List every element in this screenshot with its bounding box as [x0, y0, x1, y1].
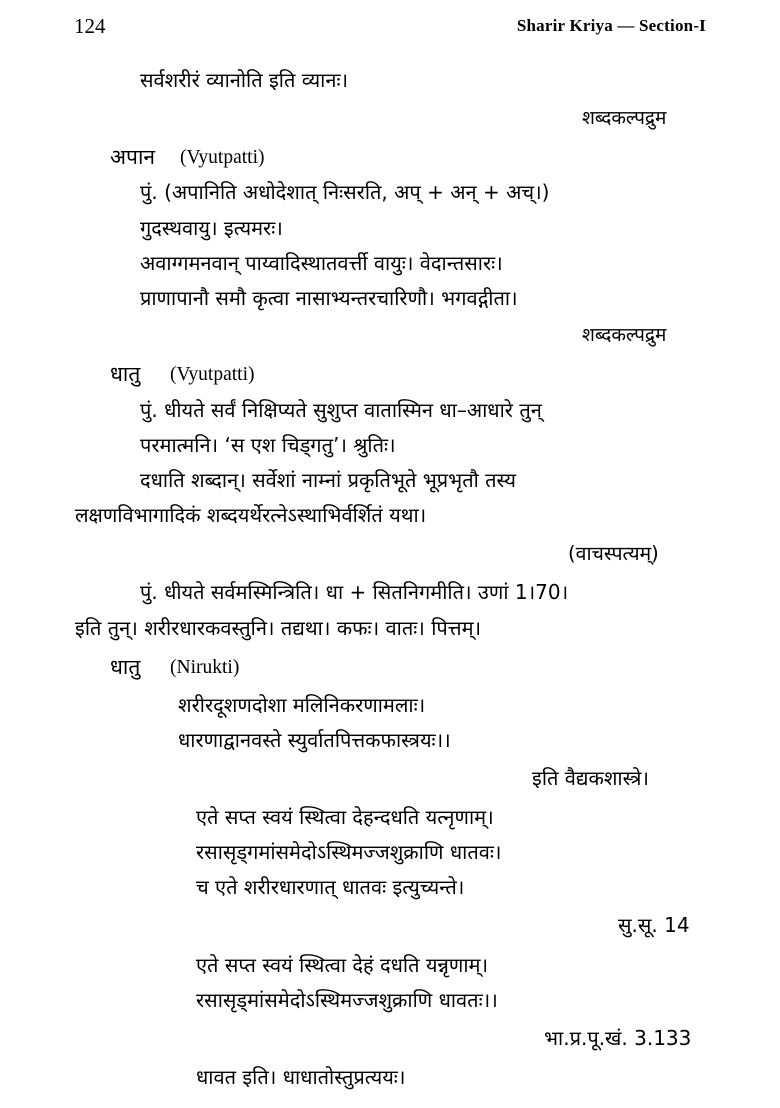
text-line-l5: गुदस्थवायु। इत्यमरः।	[140, 216, 283, 240]
text-line-l24: सु.सू. 14	[618, 913, 690, 937]
text-line-l17a: धातु	[110, 655, 141, 679]
text-line-l10: पुं. धीयते सर्वं निक्षिप्यते सुशुप्त वातास्मिन धा–आधारे तुन्	[140, 398, 542, 422]
text-line-l22: रसासृड्गमांसमेदोऽस्थिमज्जशुक्राणि धातवः।	[196, 840, 502, 864]
page-number: 124	[74, 14, 106, 38]
text-line-l21: एते सप्त स्वयं स्थित्वा देहन्दधति यत्नृणाम्।	[196, 805, 494, 829]
text-line-l12: दधाति शब्दान्। सर्वेशां नाम्नां प्रकृतिभूते भूप्रभृतौ तस्य	[140, 468, 516, 492]
text-line-l1: सर्वशरीरं व्यानोति इति व्यानः।	[140, 68, 349, 92]
page-header	[0, 8, 780, 42]
text-line-l13: लक्षणविभागादिकं शब्दयर्थेरत्नेऽस्थाभिर्वर्शितं यथा।	[75, 503, 427, 527]
text-line-l27: भा.प्र.पू.खं. 3.133	[544, 1026, 692, 1050]
text-line-l4: पुं. (अपानिति अधोदेशात् निःसरति, अप् + अन् + अच्।)	[140, 180, 550, 204]
text-line-l3b: (Vyutpatti)	[180, 147, 265, 168]
text-line-l15: पुं. धीयते सर्वमस्मिन्त्रिति। धा + सितनिगमीति। उणां 1।70।	[140, 580, 569, 604]
text-line-l16: इति तुन्। शरीरधारकवस्तुनि। तद्यथा। कफः। वातः। पित्तम्।	[75, 616, 482, 640]
text-line-l20: इति वैद्यकशास्त्रे।	[532, 766, 650, 790]
text-line-l18: शरीरदूशणदोशा मलिनिकरणामलाः।	[178, 693, 426, 717]
running-head: Sharir Kriya — Section-I	[516, 16, 706, 35]
text-line-l9b: (Vyutpatti)	[170, 364, 255, 385]
text-line-l28: धावत इति। धाधातोस्तुप्रत्ययः।	[196, 1065, 406, 1089]
text-line-l2: शब्दकल्पद्रुम	[582, 107, 667, 129]
text-line-l26: रसासृड्मांसमेदोऽस्थिमज्जशुक्राणि धावतः।।	[196, 988, 498, 1012]
text-line-l17b: (Nirukti)	[170, 657, 240, 678]
text-line-l14: (वाचस्पत्यम्)	[568, 542, 659, 565]
text-line-l23: च एते शरीरधारणात् धातवः इत्युच्यन्ते।	[196, 875, 465, 899]
text-line-l11: परमात्मनि। ‘स एश चिड्गतु’। श्रुतिः।	[140, 433, 396, 457]
text-line-l8: शब्दकल्पद्रुम	[582, 324, 667, 346]
text-line-l25: एते सप्त स्वयं स्थित्वा देहं दधति यन्नृणाम्।	[196, 953, 489, 977]
text-line-l6: अवाग्गमनवान् पाय्वादिस्थातवर्त्ती वायुः। वेदान्तसारः।	[140, 251, 503, 275]
text-line-l3a: अपान	[110, 145, 156, 169]
text-line-l7: प्राणापानौ समौ कृत्वा नासाभ्यन्तरचारिणौ। भगवद्गीता।	[140, 286, 518, 310]
text-line-l9a: धातु	[110, 362, 141, 386]
text-line-l19: धारणाद्वानवस्ते स्युर्वातपित्तकफास्त्रयः।।	[178, 728, 451, 752]
